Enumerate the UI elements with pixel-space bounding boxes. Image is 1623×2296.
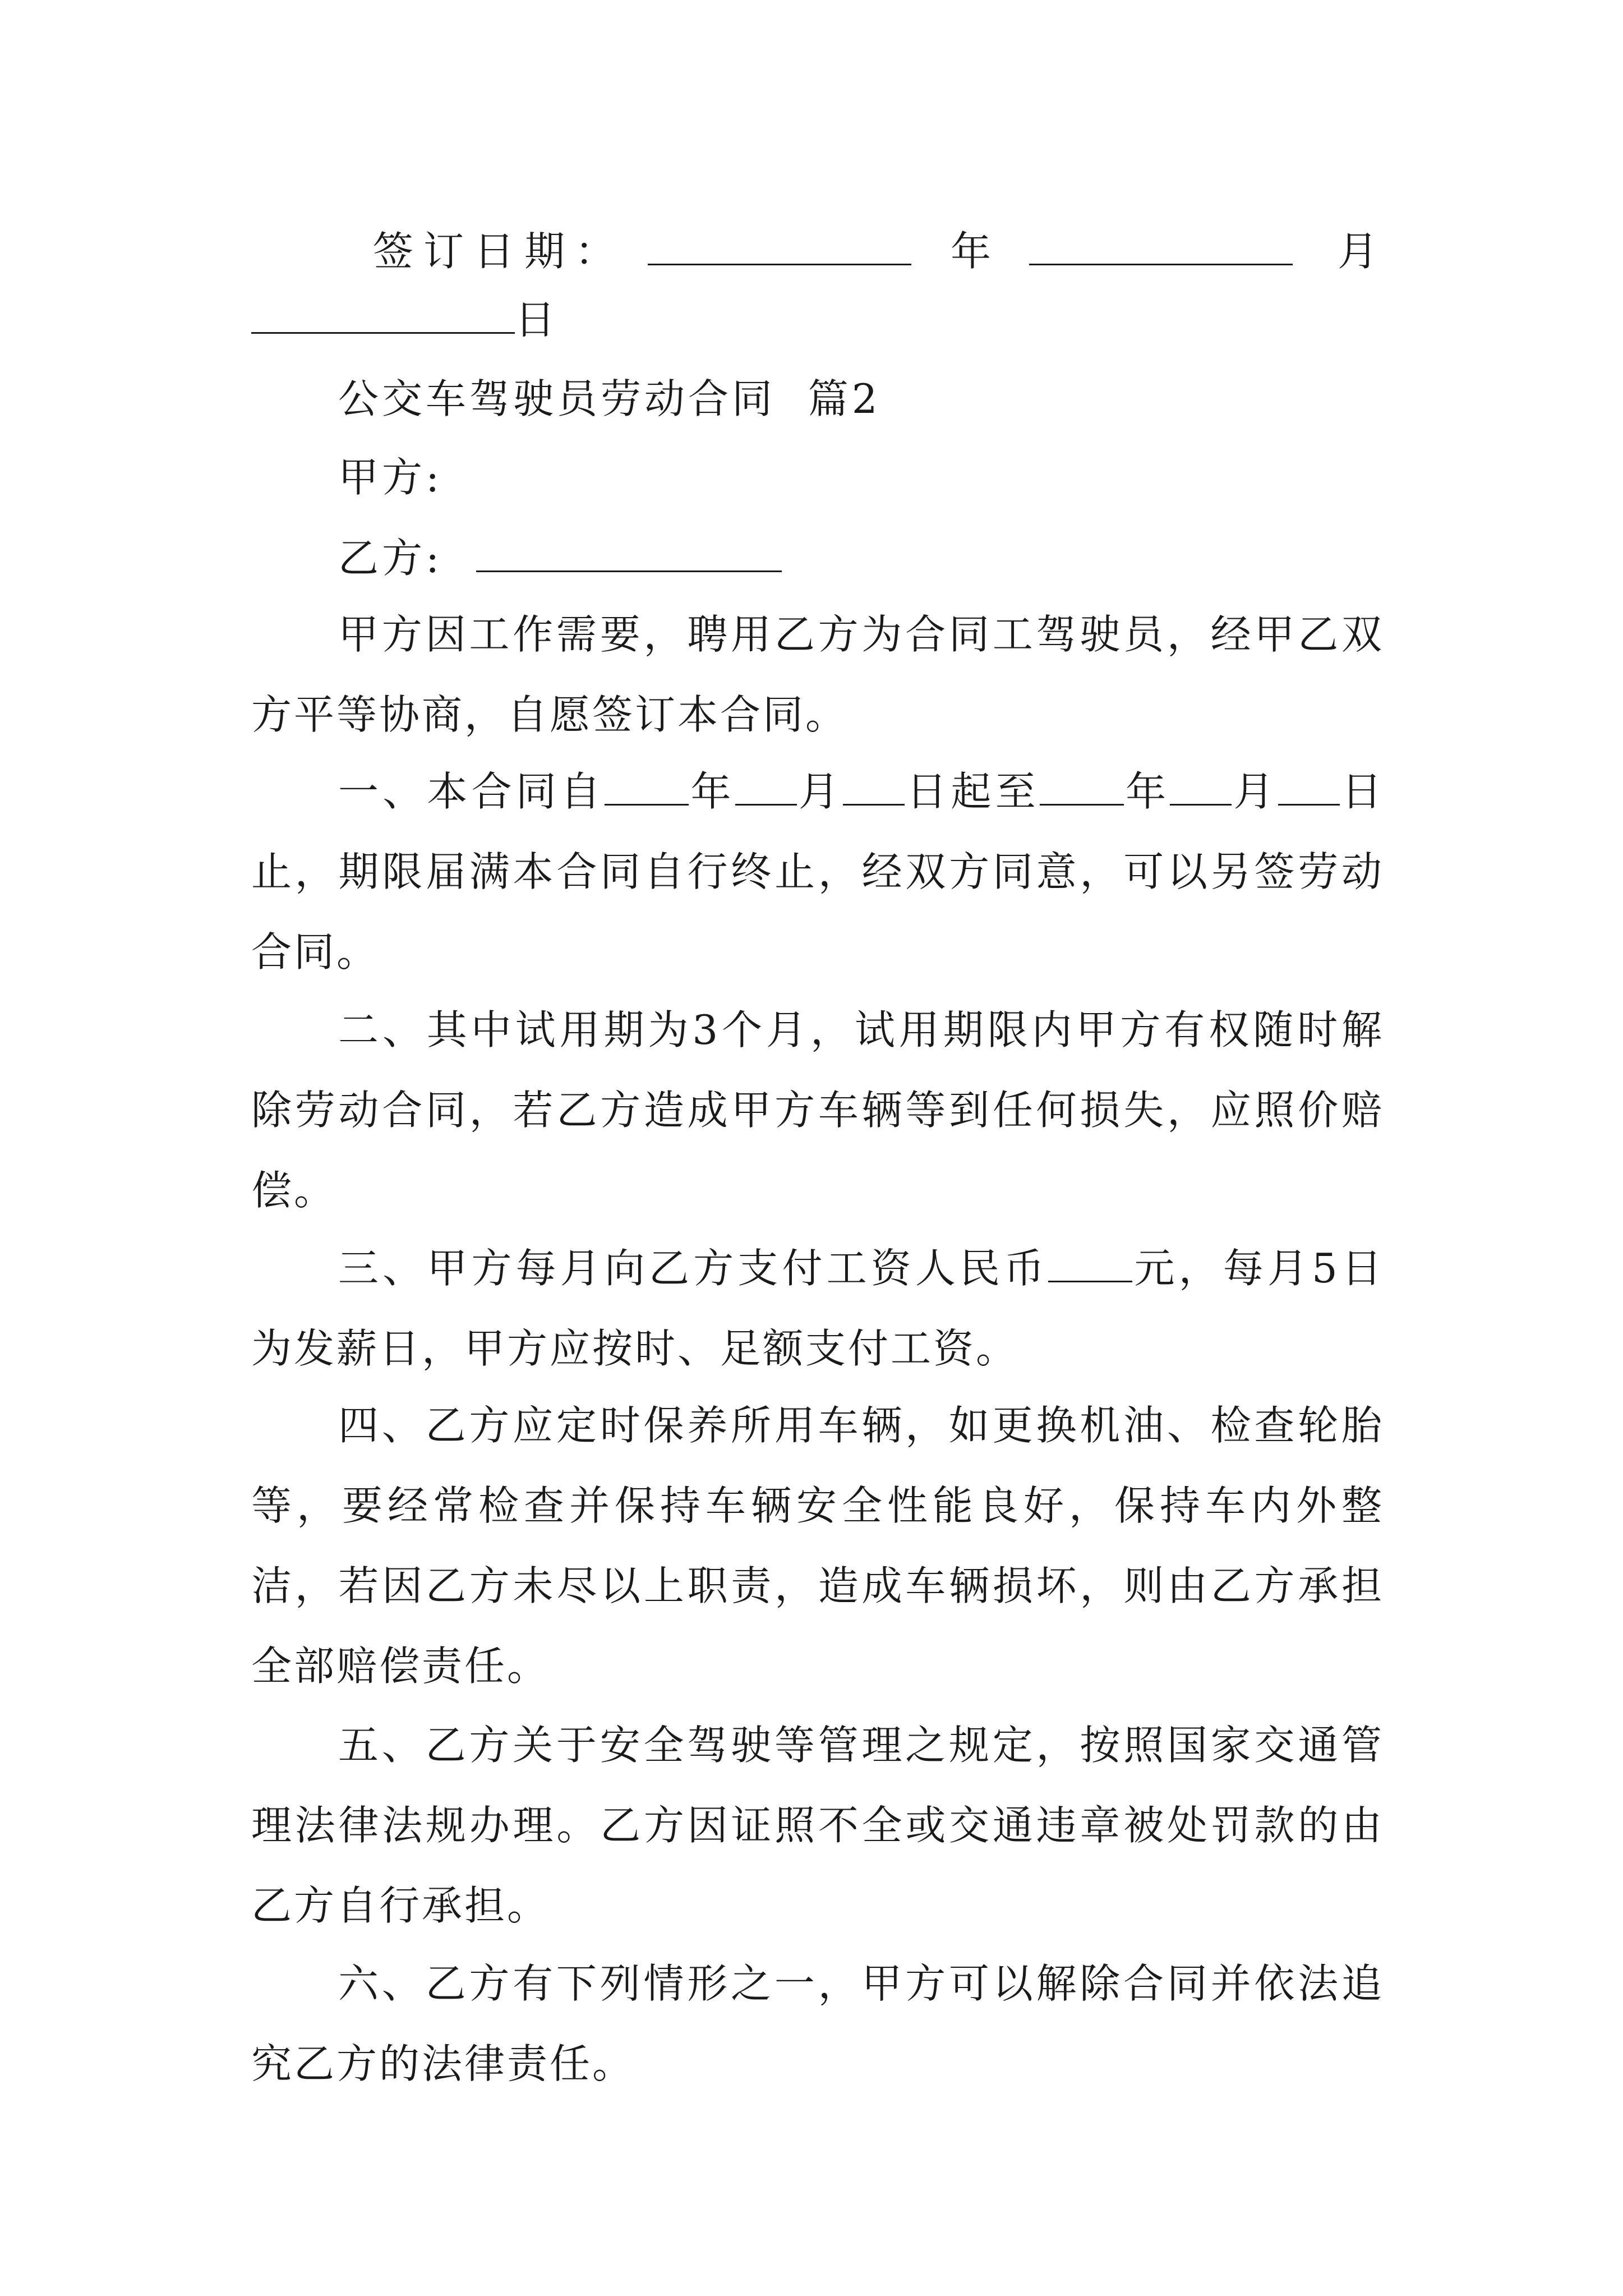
clause-3 [251, 1228, 1384, 1389]
clause-5: 五、乙方关于安全驾驶等管理之规定，按照国家交通管理法律法规办理。乙方因证照不全或交通违章被处罚款的由乙方自行承担。 [251, 1722, 1384, 1929]
sign-month-blank [1029, 229, 1293, 265]
clause-1-day2-blank [1278, 769, 1340, 806]
clause-1-month2-blank [1170, 769, 1232, 806]
clause-4: 四、乙方应定时保养所用车辆，如更换机油、检查轮胎等，要经常检查并保持车辆安全性能良好，保持车内外整洁，若因乙方未尽以上职责，造成车辆损坏，则由乙方承担全部赔偿责任。 [251, 1402, 1384, 1690]
clause-1-month-blank [735, 769, 797, 806]
contract-title: 公交车驾驶员劳动合同 篇2 [338, 375, 881, 422]
sign-date-label: 签订日期： [373, 228, 626, 275]
sign-day-blank [251, 297, 515, 334]
clause-1-month2: 月 [1232, 768, 1278, 815]
party-b-label: 乙方: [338, 535, 443, 582]
clause-2: 二、其中试用期为3个月，试用期限内甲方有权随时解除劳动合同，若乙方造成甲方车辆等到任何损失，应照价赔偿。 [251, 1006, 1384, 1214]
party-b-blank [476, 536, 782, 572]
clause-3-text-a: 三、甲方每月向乙方支付工资人民币 [338, 1245, 1049, 1292]
sign-year-label: 年 [951, 228, 1002, 275]
sign-date-line [373, 219, 1506, 277]
party-b-line [338, 535, 782, 582]
sign-month-label: 月 [1338, 228, 1389, 275]
clause-1-day-blank [843, 769, 905, 806]
clause-1-year-blank [605, 769, 689, 806]
clause-1-year2: 年 [1123, 768, 1170, 815]
clause-6: 六、乙方有下列情形之一，甲方可以解除合同并依法追究乙方的法律责任。 [251, 1960, 1384, 2087]
clause-3-text-b: 元，每月5日为发薪日，甲方应按时、足额支付工资。 [251, 1245, 1384, 1372]
clause-3-amount-blank [1048, 1246, 1132, 1282]
clause-1-text-a: 一、本合同自 [338, 768, 605, 815]
clause-1-year: 年 [689, 768, 735, 815]
clause-1 [251, 752, 1384, 992]
clause-1-day2: 日 [1339, 768, 1384, 815]
party-a-label: 甲方: [338, 454, 443, 501]
sign-year-blank [648, 229, 911, 265]
clause-1-start: 日起至 [905, 768, 1040, 815]
sign-day-label: 日 [515, 296, 559, 343]
clause-1-text-b: 止，期限届满本合同自行终止，经双方同意，可以另签劳动合同。 [251, 848, 1384, 976]
clause-1-year2-blank [1040, 769, 1124, 806]
intro-paragraph: 甲方因工作需要，聘用乙方为合同工驾驶员，经甲乙双方平等协商，自愿签订本合同。 [251, 611, 1384, 738]
clause-1-month: 月 [796, 768, 843, 815]
sign-day-line [251, 296, 559, 343]
